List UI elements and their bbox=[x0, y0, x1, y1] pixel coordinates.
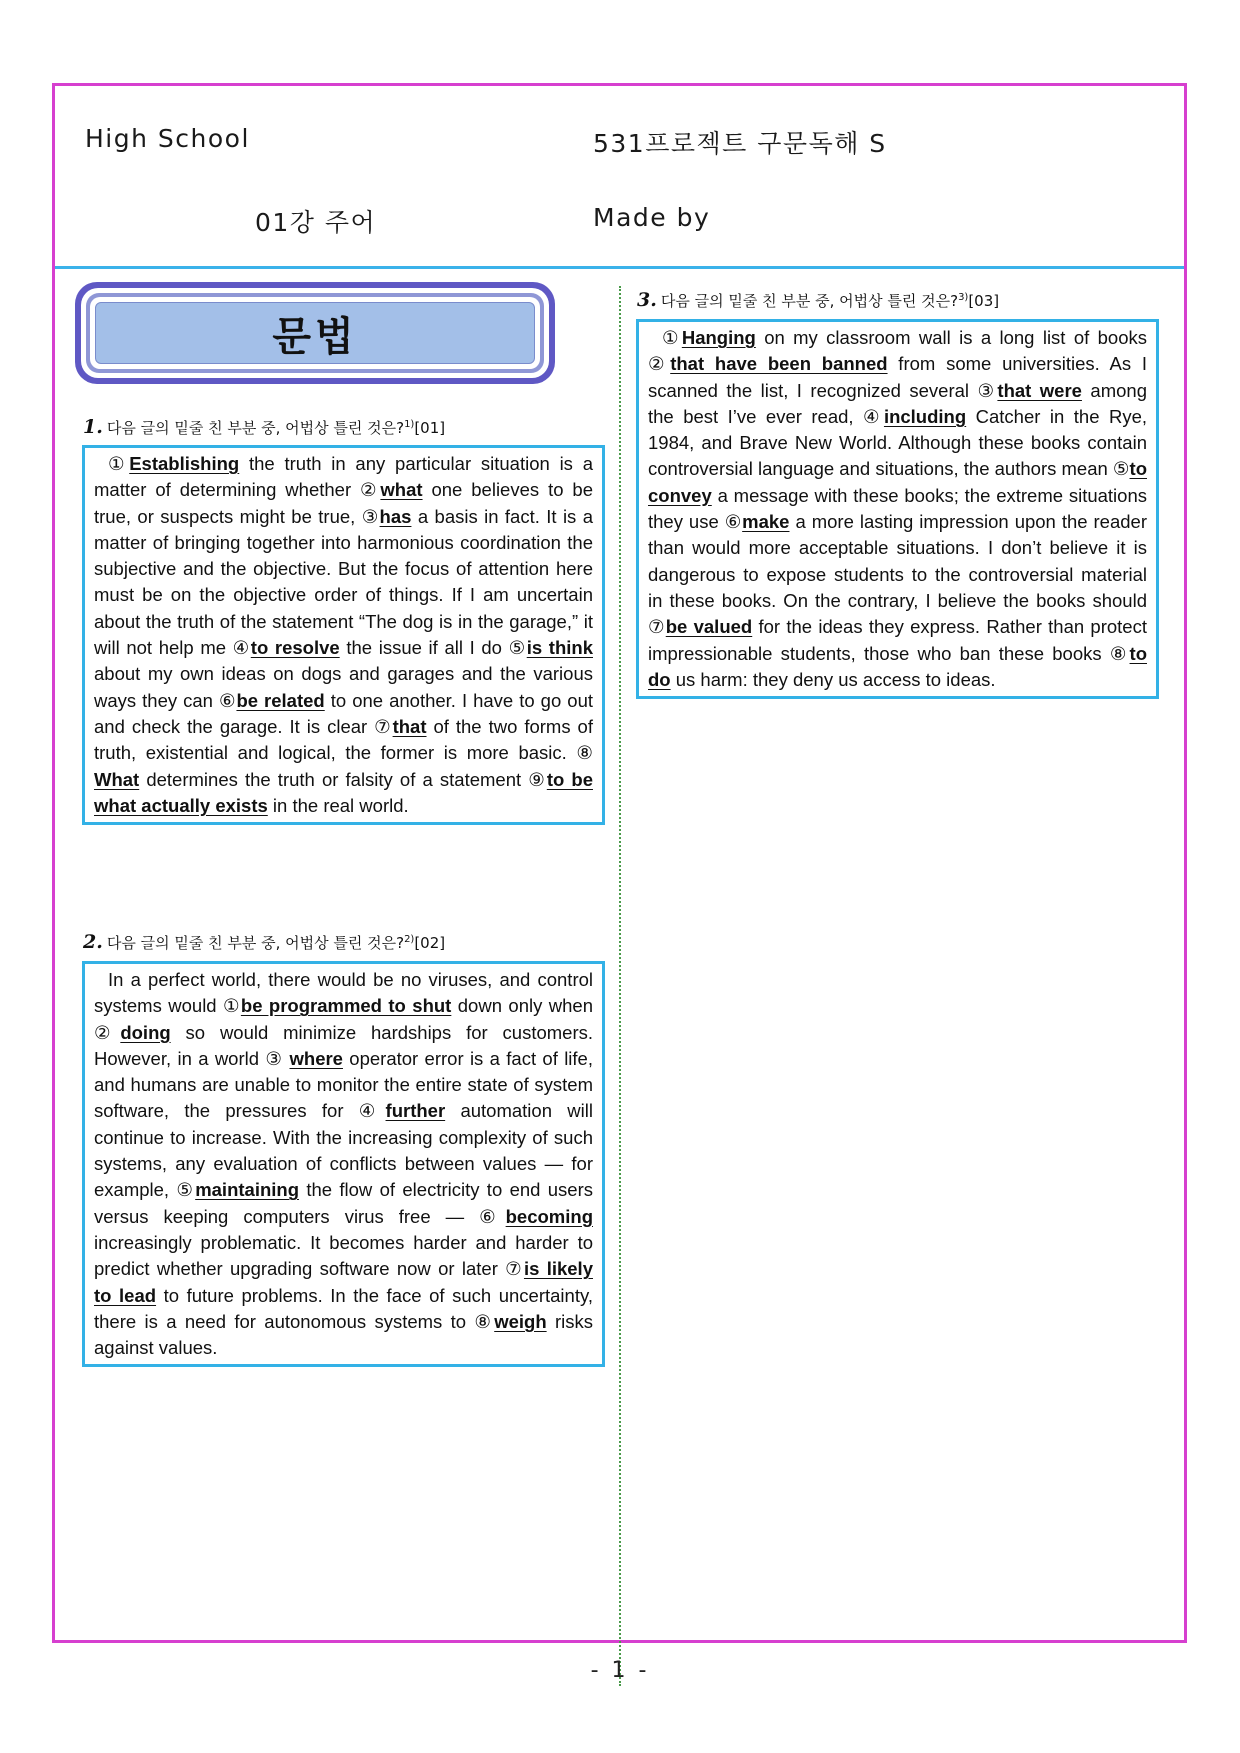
underlined-choice: Hanging bbox=[681, 327, 756, 348]
passage-segment: one believes to be true, or suspects might be true, ③ bbox=[94, 479, 593, 527]
question-3-passage bbox=[636, 319, 1159, 699]
question-2-heading: 2. 다음 글의 밑줄 친 부분 중, 어법상 틀린 것은?$^{2)}$[02] bbox=[83, 931, 446, 953]
passage-segment: us harm: they deny us access to ideas. bbox=[670, 668, 996, 690]
question-prompt: 다음 글의 밑줄 친 부분 중, 어법상 틀린 것은? bbox=[106, 934, 405, 952]
question-1-heading: 1. 다음 글의 밑줄 친 부분 중, 어법상 틀린 것은?$^{1)}$[01] bbox=[83, 416, 446, 438]
underlined-choice: has bbox=[379, 505, 412, 527]
question-code: [01] bbox=[414, 419, 446, 437]
section-badge-label: 문법 bbox=[95, 302, 535, 364]
underlined-choice: doing bbox=[120, 1021, 171, 1043]
underlined-choice: to resolve bbox=[250, 637, 340, 659]
underlined-choice: what bbox=[380, 479, 423, 501]
underlined-choice: is likely to lead bbox=[94, 1258, 593, 1306]
question-3-heading: 3. 다음 글의 밑줄 친 부분 중, 어법상 틀린 것은?$^{3)}$[03] bbox=[637, 289, 1000, 311]
passage-segment: from some universities. As I scanned the list, I recognized several ③ bbox=[648, 353, 1147, 401]
passage-segment: ① bbox=[662, 327, 682, 348]
passage-segment: to one another. I have to go out and check the garage. It is clear ⑦ bbox=[94, 689, 593, 737]
passage-segment: ① bbox=[108, 453, 130, 474]
lesson-title: 01강 주어 bbox=[255, 208, 377, 237]
question-code: [02] bbox=[414, 934, 446, 952]
underlined-choice: be programmed to shut bbox=[240, 995, 452, 1017]
underlined-choice: that bbox=[392, 715, 427, 737]
underlined-choice: that have been banned bbox=[670, 353, 888, 375]
passage-segment: risks against values. bbox=[94, 1310, 593, 1359]
underlined-choice: including bbox=[883, 405, 967, 427]
underlined-choice: is think bbox=[526, 637, 593, 659]
passage-segment: to future problems. In the face of such uncertainty, there is a need for autonomous systems to ⑧ bbox=[94, 1284, 593, 1332]
underlined-choice: What bbox=[94, 768, 140, 790]
section-badge bbox=[75, 282, 555, 384]
made-by-label: Made by bbox=[593, 203, 711, 232]
underlined-choice: to do bbox=[648, 642, 1147, 690]
underlined-choice: maintaining bbox=[195, 1179, 299, 1201]
passage-segment: the flow of electricity to end users versus keeping computers virus free — ⑥ bbox=[94, 1179, 594, 1227]
passage-segment: operator error is a fact of life, and humans are unable to monitor the entire state of system software, the pressures for ④ bbox=[94, 1047, 593, 1122]
underlined-choice: becoming bbox=[505, 1205, 593, 1227]
passage-segment: In a perfect world, there would be no viruses, and control systems would ① bbox=[94, 969, 593, 1017]
passage-text bbox=[94, 967, 593, 1361]
passage-text bbox=[648, 325, 1147, 693]
footnote-ref: 3) bbox=[958, 292, 969, 303]
footnote-ref: 1) bbox=[404, 419, 415, 430]
passage-segment: increasingly problematic. It becomes harder and harder to predict whether upgrading software now or later ⑦ bbox=[94, 1231, 593, 1280]
header-divider bbox=[55, 266, 1184, 269]
project-title: 531프로젝트 구문독해 S bbox=[593, 129, 887, 158]
passage-segment: down only when ② bbox=[94, 995, 593, 1043]
underlined-choice: make bbox=[742, 511, 790, 533]
question-2-passage bbox=[82, 961, 605, 1367]
passage-text bbox=[94, 451, 593, 819]
passage-segment: about my own ideas on dogs and garages and the various ways they can ⑥ bbox=[94, 663, 593, 711]
page-frame bbox=[52, 83, 1187, 1643]
underlined-choice: weigh bbox=[494, 1310, 547, 1332]
passage-segment: determines the truth or falsity of a statement ⑨ bbox=[139, 768, 547, 790]
passage-segment: for the ideas they express. Rather than protect impressionable students, those who ban these books ⑧ bbox=[648, 616, 1147, 664]
underlined-choice: to be what actually exists bbox=[94, 768, 593, 816]
underlined-choice: that were bbox=[997, 379, 1082, 401]
passage-segment: so would minimize hardships for customers. However, in a world ③ bbox=[94, 1021, 594, 1069]
page-number: - 1 - bbox=[590, 1658, 650, 1683]
underlined-choice: further bbox=[385, 1100, 446, 1122]
column-divider bbox=[619, 286, 621, 1686]
footnote-ref: 2) bbox=[404, 934, 415, 945]
passage-segment: of the two forms of truth, existential and logical, the former is more basic. ⑧ bbox=[94, 715, 593, 764]
passage-segment: a basis in fact. It is a matter of bringing together into harmonious coordination the subjective and the objective. But the focus of attention here must be on the objective order of things. If I am uncertain about the truth of the statement “The dog is in the garage,” it will not help me ④ bbox=[94, 505, 593, 659]
underlined-choice: be related bbox=[236, 689, 325, 711]
passage-segment: the truth in any particular situation is a matter of determining whether ② bbox=[94, 453, 593, 501]
passage-segment: among the best I’ve ever read, ④ bbox=[648, 379, 1147, 427]
underlined-choice: where bbox=[289, 1047, 343, 1069]
question-prompt: 다음 글의 밑줄 친 부분 중, 어법상 틀린 것은? bbox=[106, 419, 405, 437]
question-1-passage bbox=[82, 445, 605, 825]
underlined-choice: be valued bbox=[665, 616, 753, 638]
passage-segment: the issue if all I do ⑤ bbox=[339, 637, 527, 659]
question-code: [03] bbox=[968, 292, 1000, 310]
underlined-choice: Establishing bbox=[129, 453, 240, 474]
passage-segment: on my classroom wall is a long list of books ② bbox=[648, 327, 1147, 375]
underlined-choice: to convey bbox=[648, 458, 1147, 506]
passage-segment: Catcher in the Rye, 1984, and Brave New World. Although these books contain controversial language and situations, the authors mean ⑤ bbox=[648, 405, 1147, 480]
question-prompt: 다음 글의 밑줄 친 부분 중, 어법상 틀린 것은? bbox=[660, 292, 959, 310]
passage-segment: automation will continue to increase. With the increasing complexity of such systems, any evaluation of conflicts between values — for example, ⑤ bbox=[94, 1100, 593, 1201]
passage-segment: a more lasting impression upon the reader than would more acceptable situations. I don’t believe it is dangerous to expose students to the controversial material in these books. On the contrary, I believe the books should ⑦ bbox=[648, 511, 1147, 638]
passage-segment: in the real world. bbox=[267, 794, 409, 816]
passage-segment: a message with these books; the extreme situations they use ⑥ bbox=[648, 484, 1147, 533]
school-label: High School bbox=[85, 124, 250, 153]
